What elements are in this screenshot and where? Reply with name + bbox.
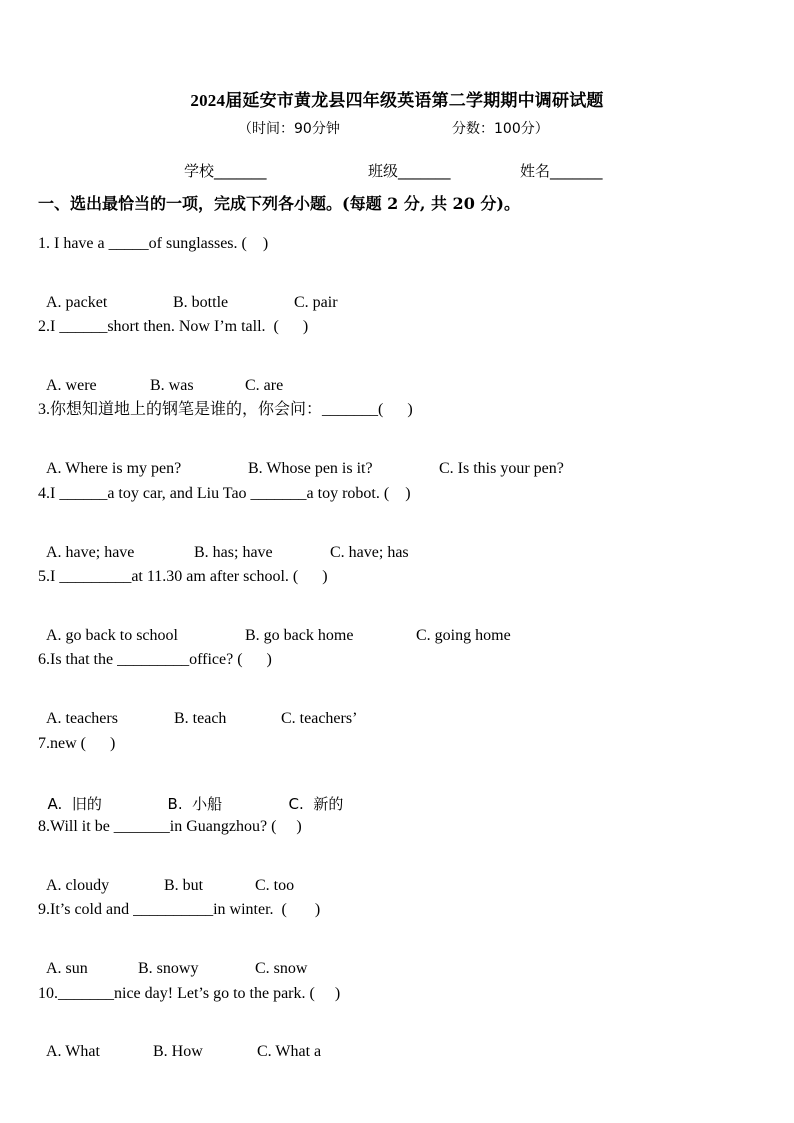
name-field: 姓名_______ [520,162,603,180]
option-c: C. going home [416,627,511,644]
question-stem: 7.new ( ) [38,735,116,752]
option-c: C. have; has [330,544,409,561]
option-a: A. go back to school [46,627,178,644]
option-a: A. 旧的 [47,795,102,813]
option-b: B. Whose pen is it? [248,460,373,477]
question-stem: 1. I have a _____of sunglasses. ( ) [38,235,269,252]
option-b: B. has; have [194,544,273,561]
question-stem: 6.Is that the _________office? ( ) [38,651,272,668]
option-c: C. are [245,377,284,394]
question-options [38,609,511,645]
question-options [38,775,343,814]
option-a: A. What [46,1043,100,1060]
option-c: C. snow [255,960,308,977]
option-c: C. What a [257,1043,322,1060]
option-b: B. 小船 [167,795,223,813]
question-options [38,526,409,562]
question-stem: 2.I ______short then. Now I’m tall. ( ) [38,318,309,335]
option-a: A. cloudy [46,877,110,894]
option-a: A. Where is my pen? [46,460,182,477]
class-field: 班级_______ [368,162,451,180]
question-stem: 9.It’s cold and __________in winter. ( ) [38,901,321,918]
question-stem: 8.Will it be _______in Guangzhou? ( ) [38,818,302,835]
exam-score: 分数：100分） [452,121,549,137]
question-options [38,942,307,978]
option-b: B. teach [174,710,227,727]
question-options [38,1025,321,1061]
question-options [38,692,357,728]
question-options [38,442,564,478]
option-b: B. snowy [138,960,199,977]
option-a: A. were [46,377,97,394]
option-a: A. teachers [46,710,118,727]
option-a: A. sun [46,960,88,977]
school-field: 学校_______ [184,162,267,180]
option-a: A. have; have [46,544,135,561]
option-b: B. was [150,377,194,394]
option-c: C. Is this your pen? [439,460,564,477]
question-options [38,276,338,312]
question-stem: 5.I _________at 11.30 am after school. ( ) [38,568,328,585]
option-c: C. 新的 [288,795,344,813]
option-b: B. go back home [245,627,354,644]
option-b: B. How [153,1043,203,1060]
section-heading: 一、选出最恰当的一项，完成下列各小题。(每题 2 分, 共 20 分)。 [38,194,520,213]
option-c: C. pair [294,294,338,311]
question-options [38,859,294,895]
option-b: B. but [164,877,204,894]
option-b: B. bottle [173,294,229,311]
option-c: C. teachers’ [281,710,358,727]
option-a: A. packet [46,294,108,311]
question-stem: 4.I ______a toy car, and Liu Tao _______a toy robot. ( ) [38,485,411,502]
question-stem: 10._______nice day! Let’s go to the park. ( ) [38,985,341,1002]
question-stem: 3.你想知道地上的钢笔是谁的，你会问：_______( ) [38,401,413,418]
page-title: 2024届延安市黄龙县四年级英语第二学期期中调研试题 [190,91,604,110]
exam-time: （时间：90分钟 [238,121,340,137]
option-c: C. too [255,877,295,894]
question-options [38,359,283,395]
